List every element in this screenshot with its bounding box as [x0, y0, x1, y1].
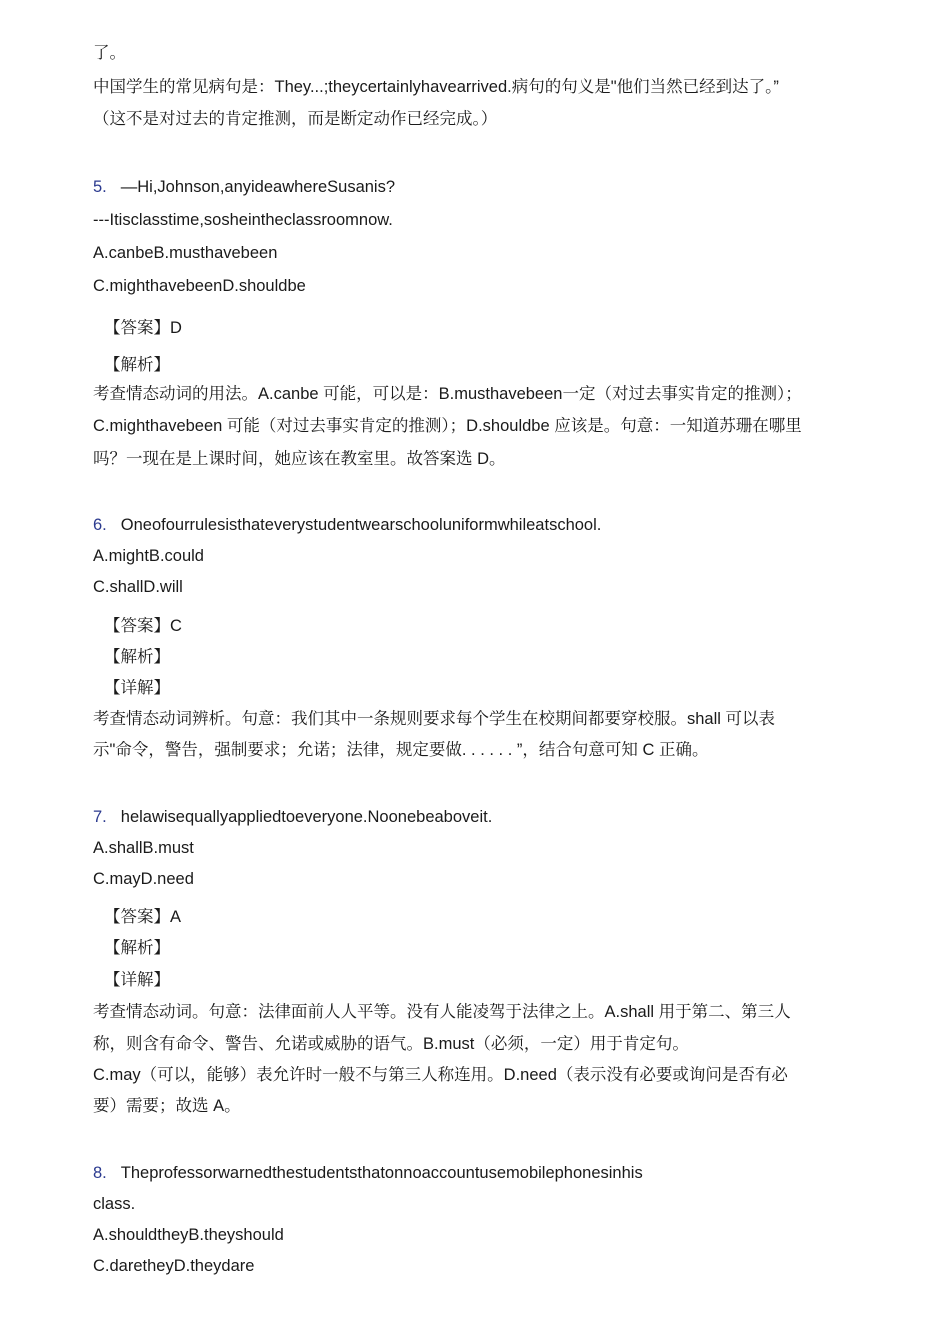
question-options: A.shallB.must: [93, 839, 194, 857]
answer-label: 【答案】D: [104, 319, 182, 337]
analysis-text: 示"命令，警告，强制要求；允诺；法律，规定要做. . . . . . ”，结合句意可知 C 正确。: [93, 741, 709, 759]
question-number: 8.: [93, 1164, 107, 1182]
answer-label: 【答案】A: [104, 908, 182, 926]
analysis-text: 要）需要；故选 A。: [93, 1097, 241, 1115]
question-options: C.shallD.will: [93, 578, 183, 596]
intro-text: 中国学生的常见病句是：They...;theycertainlyhavearrived.病句的句义是"他们当然已经到达了。”: [93, 78, 779, 96]
question-stem: ---Itisclasstime,sosheintheclassroomnow.: [93, 211, 393, 229]
question-stem: 8. Theprofessorwarnedthestudentsthatonnoaccountusemobilephonesinhis: [93, 1164, 643, 1182]
detail-label: 【详解】: [104, 679, 170, 697]
analysis-text: 称，则含有命令、警告、允诺或威胁的语气。B.must（必须，一定）用于肯定句。: [93, 1035, 689, 1053]
answer-label: 【答案】C: [104, 617, 182, 635]
analysis-text: 吗？一现在是上课时间，她应该在教室里。故答案选 D。: [93, 450, 506, 468]
question-number: 7.: [93, 808, 107, 826]
question-options: A.canbeB.musthavebeen: [93, 244, 278, 262]
analysis-text: 考查情态动词。句意：法律面前人人平等。没有人能凌驾于法律之上。A.shall 用于第二、第三人: [93, 1003, 791, 1021]
analysis-label: 【解析】: [104, 648, 170, 666]
question-stem: class.: [93, 1195, 136, 1213]
question-options: C.mighthavebeenD.shouldbe: [93, 277, 306, 295]
question-stem: 6. Oneofourrulesisthateverystudentwearschooluniformwhileatschool.: [93, 516, 602, 534]
question-number: 5.: [93, 178, 107, 196]
intro-text: 了。: [93, 44, 126, 62]
analysis-text: C.may（可以，能够）表允许时一般不与第三人称连用。D.need（表示没有必要或询问是否有必: [93, 1066, 788, 1084]
question-options: C.daretheyD.theydare: [93, 1257, 255, 1275]
question-stem: 5. —Hi,Johnson,anyideawhereSusanis?: [93, 178, 396, 196]
analysis-text: C.mighthavebeen 可能（对过去事实肯定的推测）；D.shouldbe 应该是。句意：一知道苏珊在哪里: [93, 417, 802, 435]
question-options: A.shouldtheyB.theyshould: [93, 1226, 284, 1244]
analysis-label: 【解析】: [104, 939, 170, 957]
question-stem: 7. helawisequallyappliedtoeveryone.Noonebeaboveit.: [93, 808, 493, 826]
question-options: A.mightB.could: [93, 547, 204, 565]
detail-label: 【详解】: [104, 971, 170, 989]
question-number: 6.: [93, 516, 107, 534]
intro-text: （这不是对过去的肯定推测，而是断定动作已经完成。）: [93, 110, 498, 128]
analysis-label: 【解析】: [104, 356, 170, 374]
question-options: C.mayD.need: [93, 870, 194, 888]
analysis-text: 考查情态动词的用法。A.canbe 可能，可以是：B.musthavebeen一定（对过去事实肯定的推测）；: [93, 385, 802, 403]
analysis-text: 考查情态动词辨析。句意：我们其中一条规则要求每个学生在校期间都要穿校服。shall 可以表: [93, 710, 776, 728]
